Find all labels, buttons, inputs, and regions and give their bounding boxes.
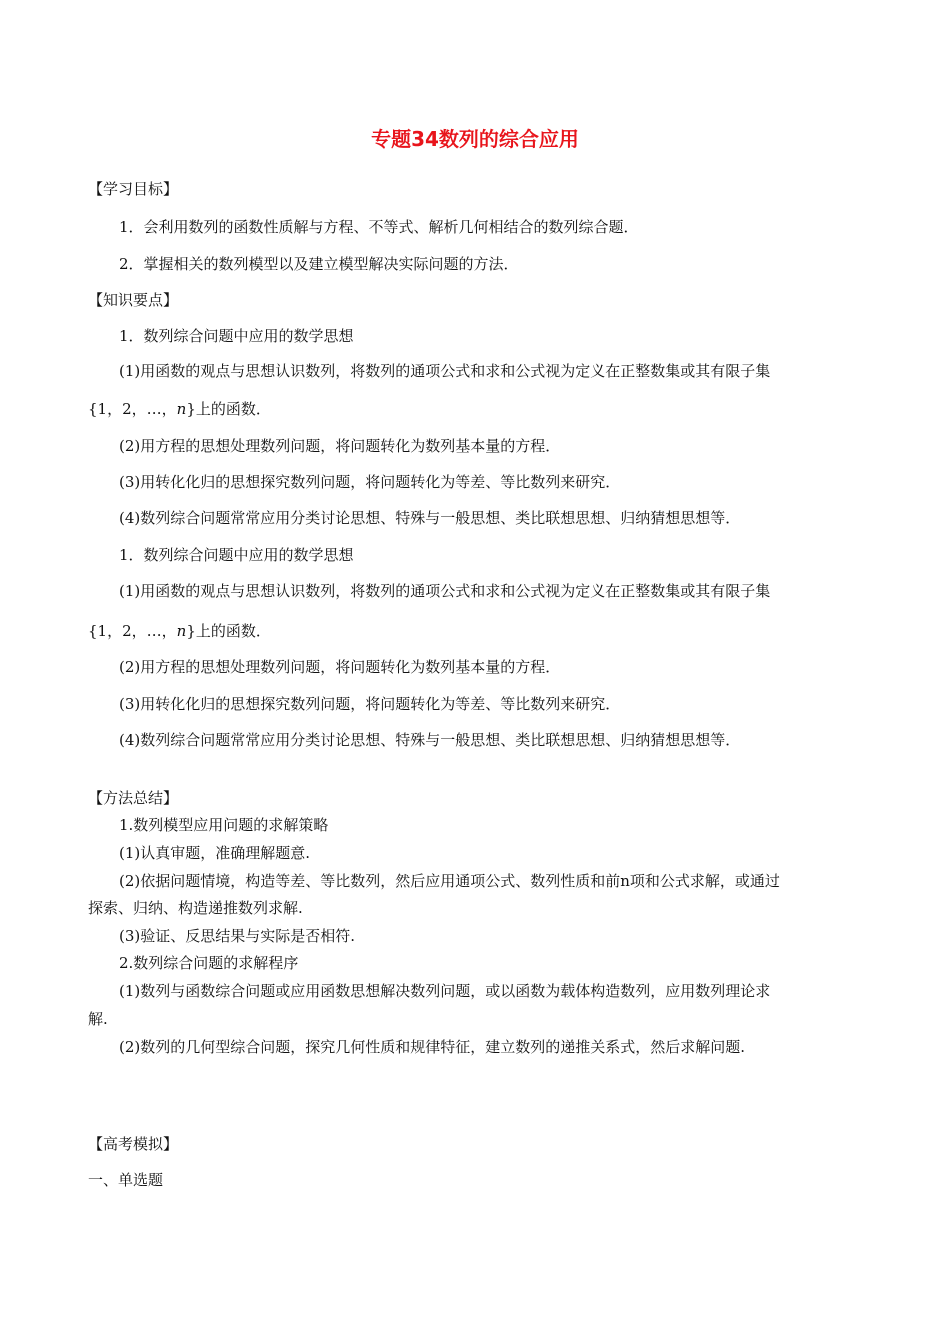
set-prefix: {1，2，…， [88, 622, 177, 640]
goal-item-2: 2．掌握相关的数列模型以及建立模型解决实际问题的方法． [119, 255, 519, 273]
knowledge-block2-title: 1．数列综合问题中应用的数学思想 [119, 546, 354, 564]
method-item2-p1-line2: 解. [88, 1010, 108, 1028]
variable-n: n [176, 400, 187, 418]
knowledge-block2-p2: (2)用方程的思想处理数列问题，将问题转化为数列基本量的方程． [119, 658, 561, 676]
knowledge-block1-title: 1．数列综合问题中应用的数学思想 [119, 327, 354, 345]
knowledge-block1-p3: (3)用转化化归的思想探究数列问题，将问题转化为等差、等比数列来研究． [119, 473, 621, 491]
section-heading-methods: 【方法总结】 [88, 789, 179, 807]
knowledge-block2-p1-line1: (1)用函数的观点与思想认识数列，将数列的通项公式和求和公式视为定义在正整数集或其有限子集 [119, 582, 771, 600]
knowledge-block1-p1-line2 [88, 399, 271, 419]
method-item2-p2: (2)数列的几何型综合问题，探究几何性质和规律特征，建立数列的递推关系式，然后求解问题. [119, 1038, 746, 1056]
variable-n: n [176, 622, 187, 640]
method-item2-title: 2.数列综合问题的求解程序 [119, 954, 299, 972]
method-item1-p2-line1: (2)依据问题情境，构造等差、等比数列，然后应用通项公式、数列性质和前n项和公式求解，或通过 [119, 872, 780, 890]
exam-subheading: 一、单选题 [88, 1171, 164, 1189]
knowledge-block1-p4: (4)数列综合问题常常应用分类讨论思想、特殊与一般思想、类比联想思想、归纳猜想思想等． [119, 509, 741, 527]
goal-item-1: 1．会利用数列的函数性质解与方程、不等式、解析几何相结合的数列综合题． [119, 218, 639, 236]
knowledge-block2-p3: (3)用转化化归的思想探究数列问题，将问题转化为等差、等比数列来研究． [119, 695, 621, 713]
knowledge-block2-p1-line2 [88, 621, 271, 641]
page-title: 专题34数列的综合应用 [371, 127, 579, 151]
knowledge-block2-p4: (4)数列综合问题常常应用分类讨论思想、特殊与一般思想、类比联想思想、归纳猜想思想等． [119, 731, 741, 749]
knowledge-block1-p2: (2)用方程的思想处理数列问题，将问题转化为数列基本量的方程． [119, 437, 561, 455]
method-item1-p3: (3)验证、反思结果与实际是否相符. [119, 927, 356, 945]
section-heading-goals: 【学习目标】 [88, 180, 179, 198]
knowledge-block1-p1-line1: (1)用函数的观点与思想认识数列，将数列的通项公式和求和公式视为定义在正整数集或其有限子集 [119, 362, 771, 380]
method-item1-title: 1.数列模型应用问题的求解策略 [119, 816, 329, 834]
method-item1-p2-line2: 探索、归纳、构造递推数列求解. [88, 899, 303, 917]
set-suffix: }上的函数． [186, 400, 271, 418]
section-heading-knowledge: 【知识要点】 [88, 291, 179, 309]
set-prefix: {1，2，…， [88, 400, 177, 418]
method-item1-p1: (1)认真审题，准确理解题意. [119, 844, 311, 862]
section-heading-exam: 【高考模拟】 [88, 1135, 179, 1153]
method-item2-p1-line1: (1)数列与函数综合问题或应用函数思想解决数列问题，或以函数为载体构造数列，应用数列理论求 [119, 982, 771, 1000]
set-suffix: }上的函数． [186, 622, 271, 640]
